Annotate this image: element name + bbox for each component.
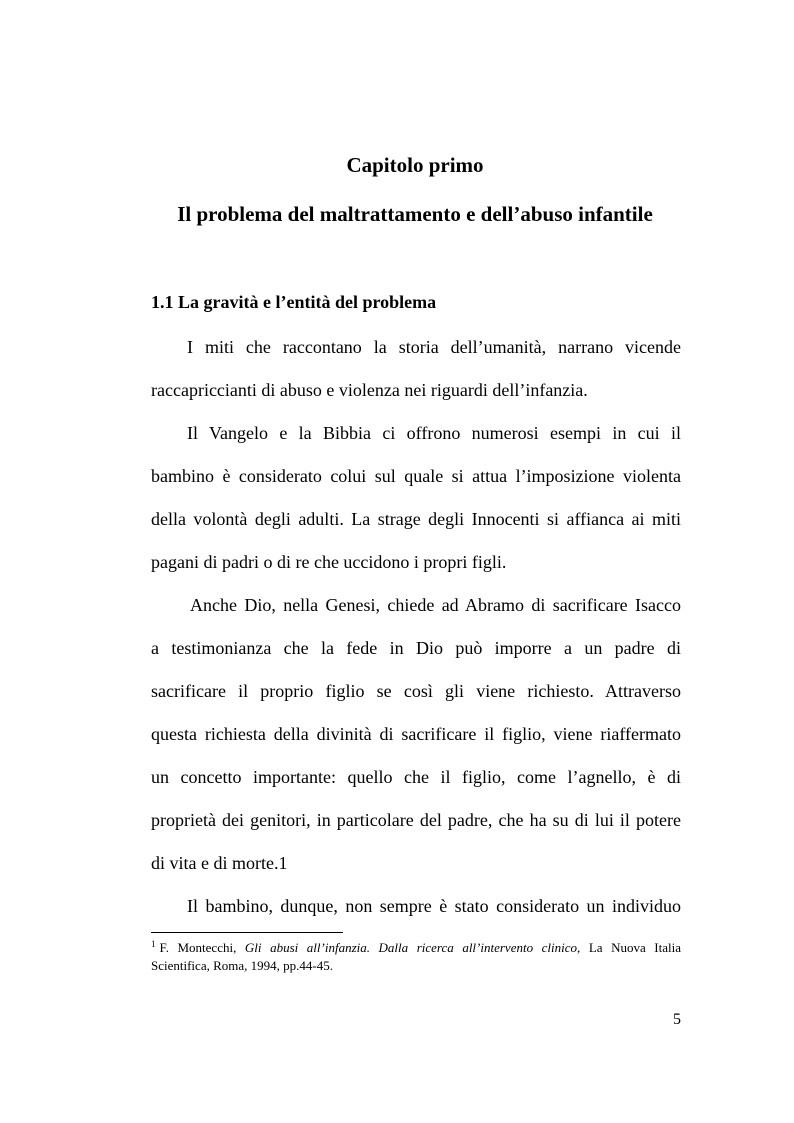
footnote-line <box>151 940 681 956</box>
footnote-separator <box>151 932 343 933</box>
footnote-publisher: , La Nuova Italia <box>577 940 681 955</box>
paragraph-line: questa richiesta della divinità di sacrificare il figlio, viene riaffermato <box>151 724 681 744</box>
paragraph-line: Anche Dio, nella Genesi, chiede ad Abramo di sacrificare Isacco <box>190 595 681 615</box>
section-heading: 1.1 La gravità e l’entità del problema <box>151 292 437 312</box>
paragraph-line: bambino è considerato colui sul quale si attua l’imposizione violenta <box>151 466 681 486</box>
chapter-title: Il problema del maltrattamento e dell’abuso infantile <box>177 202 653 226</box>
paragraph-line: un concetto importante: quello che il figlio, come l’agnello, è di <box>151 767 681 787</box>
footnote-line: Scientifica, Roma, 1994, pp.44-45. <box>151 958 333 973</box>
paragraph-line: a testimonianza che la fede in Dio può imporre a un padre di <box>151 638 681 658</box>
paragraph-line: della volontà degli adulti. La strage degli Innocenti si affianca ai miti <box>151 509 681 529</box>
footnote-author: F. Montecchi, <box>159 940 237 955</box>
paragraph-line: proprietà dei genitori, in particolare del padre, che ha su di lui il potere <box>151 810 681 830</box>
page-number: 5 <box>673 1011 681 1028</box>
paragraph-line: pagani di padri o di re che uccidono i propri figli. <box>151 552 507 572</box>
paragraph-line: raccapriccianti di abuso e violenza nei riguardi dell’infanzia. <box>151 380 588 400</box>
paragraph-line: di vita e di morte.1 <box>151 853 288 873</box>
paragraph-line: I miti che raccontano la storia dell’umanità, narrano vicende <box>187 337 681 357</box>
footnote-marker: 1 <box>151 938 156 949</box>
paragraph-line: sacrificare il proprio figlio se così gli viene richiesto. Attraverso <box>151 681 681 701</box>
paragraph-line: Il bambino, dunque, non sempre è stato considerato un individuo <box>187 896 681 916</box>
paragraph-line: Il Vangelo e la Bibbia ci offrono numerosi esempi in cui il <box>187 423 681 443</box>
chapter-label: Capitolo primo <box>346 153 484 177</box>
footnote-book-title: Gli abusi all’infanzia. Dalla ricerca all’intervento clinico <box>244 940 578 955</box>
